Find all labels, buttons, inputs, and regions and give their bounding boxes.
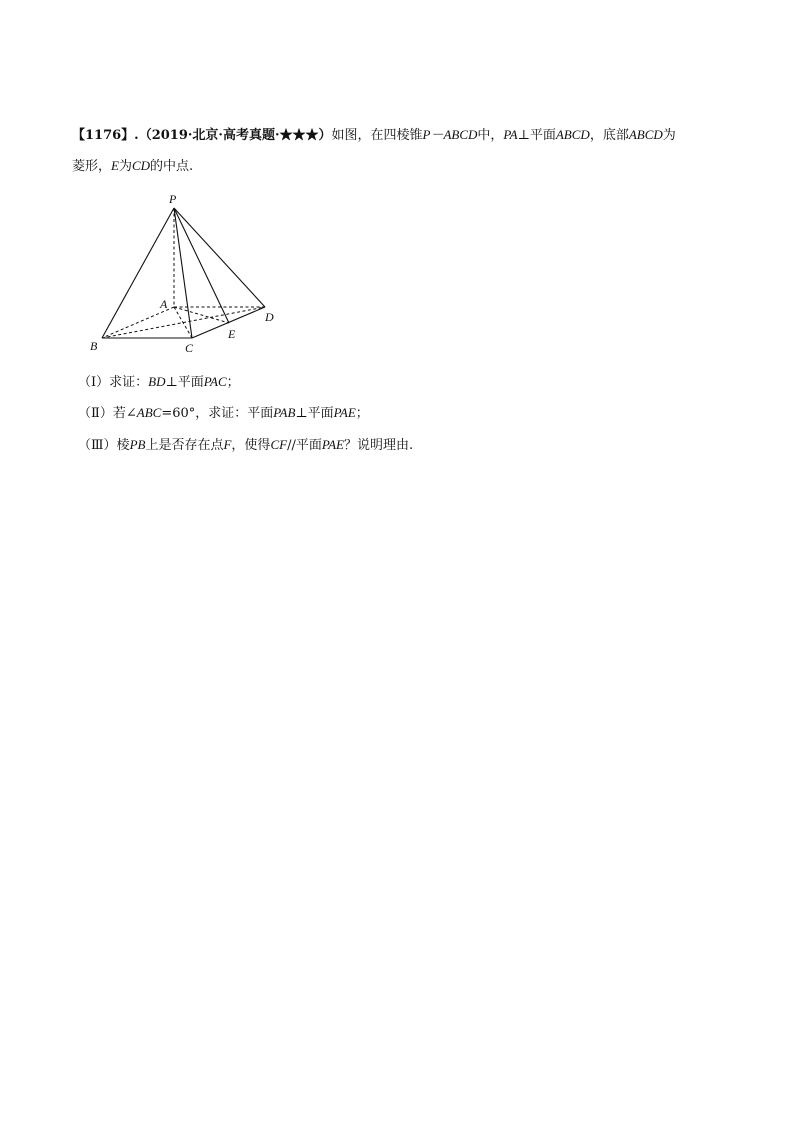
question-number: （Ⅱ） xyxy=(78,406,113,421)
question-2 xyxy=(78,403,369,424)
edge-pd xyxy=(174,208,265,307)
math-bd: BD xyxy=(148,374,166,389)
math-pae: PAE xyxy=(321,437,344,452)
stem-text: ⊥平面 xyxy=(517,128,556,143)
question-text: ⊥平面 xyxy=(295,406,334,421)
problem-line-2 xyxy=(72,151,732,182)
question-number: （Ⅲ） xyxy=(78,438,117,453)
question-number: （Ⅰ） xyxy=(78,375,110,390)
math-e: E xyxy=(111,158,119,173)
question-text: 若∠ xyxy=(112,406,137,421)
question-1 xyxy=(78,372,240,393)
math-pab: PAB xyxy=(273,405,296,420)
math-abc: ABC xyxy=(136,405,162,420)
question-text: ； xyxy=(355,406,369,421)
edge-bd xyxy=(102,307,265,338)
vertex-label-p: P xyxy=(169,192,177,206)
vertex-label-d: D xyxy=(265,310,274,324)
problem-id: 【1176】. xyxy=(72,128,139,143)
pyramid-diagram xyxy=(86,190,286,360)
question-text: ； xyxy=(226,375,240,390)
question-text: ⊥平面 xyxy=(165,375,204,390)
math-base: ABCD xyxy=(628,127,663,142)
math-f: F xyxy=(223,437,232,452)
edge-pb xyxy=(102,208,174,338)
math-pyramid: P－ABCD xyxy=(422,127,478,142)
math-cf: CF xyxy=(270,437,288,452)
math-pac: PAC xyxy=(203,374,227,389)
stem-text: 的中点. xyxy=(150,159,194,174)
question-3 xyxy=(78,435,413,456)
question-text: ，使得 xyxy=(231,438,271,453)
vertex-label-c: C xyxy=(185,341,194,355)
pyramid-figure xyxy=(86,190,286,360)
vertex-label-b: B xyxy=(90,339,98,353)
stem-text: 中， xyxy=(477,128,504,143)
stem-text: ，底部 xyxy=(589,128,629,143)
stem-text: 为 xyxy=(662,128,676,143)
problem-line-1 xyxy=(72,120,732,151)
stem-text: 菱形， xyxy=(72,159,112,174)
math-cd: CD xyxy=(131,158,151,173)
edge-ae xyxy=(174,307,229,323)
question-text: 上是否存在点 xyxy=(145,438,224,453)
math-pae: PAE xyxy=(333,405,356,420)
math-base: ABCD xyxy=(555,127,590,142)
problem-source: （2019·北京·高考真题·★★★） xyxy=(138,128,332,143)
vertex-label-e: E xyxy=(228,327,236,341)
math-pb: PB xyxy=(129,437,146,452)
stem-text: 如图，在四棱锥 xyxy=(331,128,423,143)
problem-statement xyxy=(72,120,732,182)
stem-text: 为 xyxy=(118,159,132,174)
edge-ab xyxy=(102,307,174,338)
question-text: 求证： xyxy=(109,375,149,390)
question-text: //平面 xyxy=(287,438,322,453)
question-text: =60°，求证：平面 xyxy=(161,406,274,421)
question-text: 棱 xyxy=(116,438,130,453)
vertex-label-a: A xyxy=(160,297,168,311)
question-text: ？说明理由. xyxy=(343,438,414,453)
math-pa: PA xyxy=(503,127,518,142)
